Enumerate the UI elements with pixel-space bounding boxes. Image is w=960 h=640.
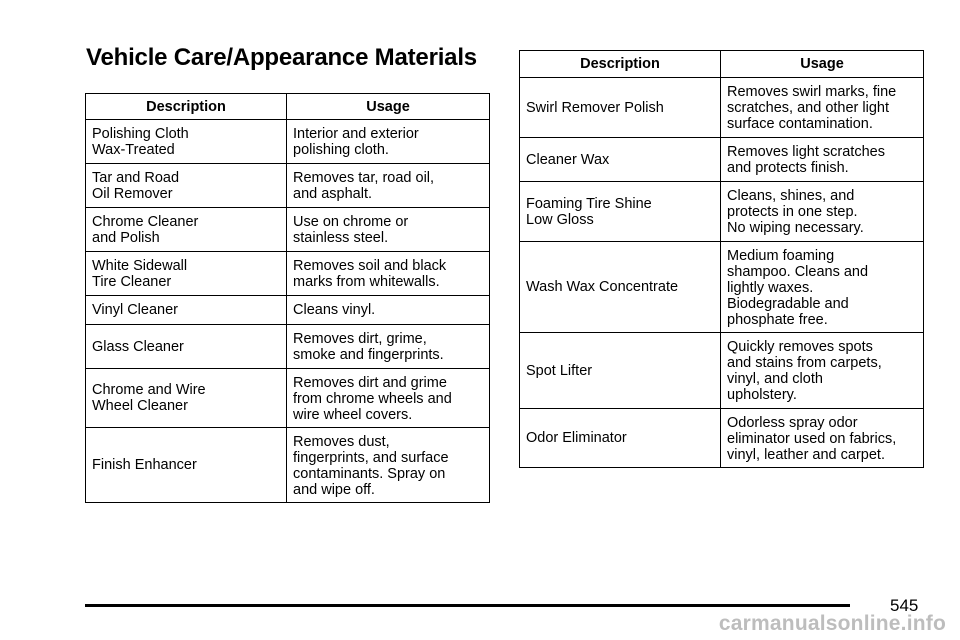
usage-cell: Removes dirt, grime, smoke and fingerprints. xyxy=(287,325,490,369)
column-header-usage: Usage xyxy=(721,51,924,78)
description-cell: Glass Cleaner xyxy=(86,325,287,369)
usage-cell: Medium foaming shampoo. Cleans and lightly waxes. Biodegradable and phosphate free. xyxy=(721,242,924,333)
description-cell: Chrome Cleaner and Polish xyxy=(86,208,287,252)
care-materials-table-right xyxy=(519,50,924,468)
description-cell: Odor Eliminator xyxy=(520,409,721,468)
usage-cell: Removes dust, fingerprints, and surface contaminants. Spray on and wipe off. xyxy=(287,428,490,503)
description-cell: Vinyl Cleaner xyxy=(86,296,287,325)
usage-cell: Odorless spray odor eliminator used on fabrics, vinyl, leather and carpet. xyxy=(721,409,924,468)
table-row xyxy=(86,252,490,296)
table-row xyxy=(520,333,924,409)
table-row xyxy=(520,182,924,242)
description-cell: Chrome and Wire Wheel Cleaner xyxy=(86,369,287,428)
usage-cell: Use on chrome or stainless steel. xyxy=(287,208,490,252)
column-header-description: Description xyxy=(520,51,721,78)
page-title: Vehicle Care/Appearance Materials xyxy=(86,44,477,71)
usage-cell: Cleans vinyl. xyxy=(287,296,490,325)
description-cell: Spot Lifter xyxy=(520,333,721,409)
watermark: carmanualsonline.info xyxy=(718,612,946,635)
description-cell: White Sidewall Tire Cleaner xyxy=(86,252,287,296)
description-cell: Wash Wax Concentrate xyxy=(520,242,721,333)
care-materials-table-left xyxy=(85,93,490,503)
description-cell: Cleaner Wax xyxy=(520,138,721,182)
table-row xyxy=(86,120,490,164)
table-row xyxy=(86,208,490,252)
page-number: 545 xyxy=(890,596,919,615)
description-cell: Foaming Tire Shine Low Gloss xyxy=(520,182,721,242)
usage-cell: Removes dirt and grime from chrome wheels and wire wheel covers. xyxy=(287,369,490,428)
table-row xyxy=(86,325,490,369)
description-cell: Polishing Cloth Wax-Treated xyxy=(86,120,287,164)
table-row xyxy=(86,296,490,325)
usage-cell: Cleans, shines, and protects in one step. No wiping necessary. xyxy=(721,182,924,242)
description-cell: Finish Enhancer xyxy=(86,428,287,503)
footer-rule xyxy=(85,604,850,607)
table-row xyxy=(86,369,490,428)
table-row xyxy=(520,138,924,182)
usage-cell: Interior and exterior polishing cloth. xyxy=(287,120,490,164)
column-header-usage: Usage xyxy=(287,94,490,120)
table-row xyxy=(86,428,490,503)
usage-cell: Removes soil and black marks from whitewalls. xyxy=(287,252,490,296)
table-row xyxy=(520,78,924,138)
table-row xyxy=(520,409,924,468)
usage-cell: Removes tar, road oil, and asphalt. xyxy=(287,164,490,208)
description-cell: Tar and Road Oil Remover xyxy=(86,164,287,208)
table-header-row xyxy=(520,51,924,78)
column-header-description: Description xyxy=(86,94,287,120)
usage-cell: Quickly removes spots and stains from carpets, vinyl, and cloth upholstery. xyxy=(721,333,924,409)
description-cell: Swirl Remover Polish xyxy=(520,78,721,138)
usage-cell: Removes swirl marks, fine scratches, and other light surface contamination. xyxy=(721,78,924,138)
table-row xyxy=(86,164,490,208)
usage-cell: Removes light scratches and protects finish. xyxy=(721,138,924,182)
table-row xyxy=(520,242,924,333)
table-header-row xyxy=(86,94,490,120)
